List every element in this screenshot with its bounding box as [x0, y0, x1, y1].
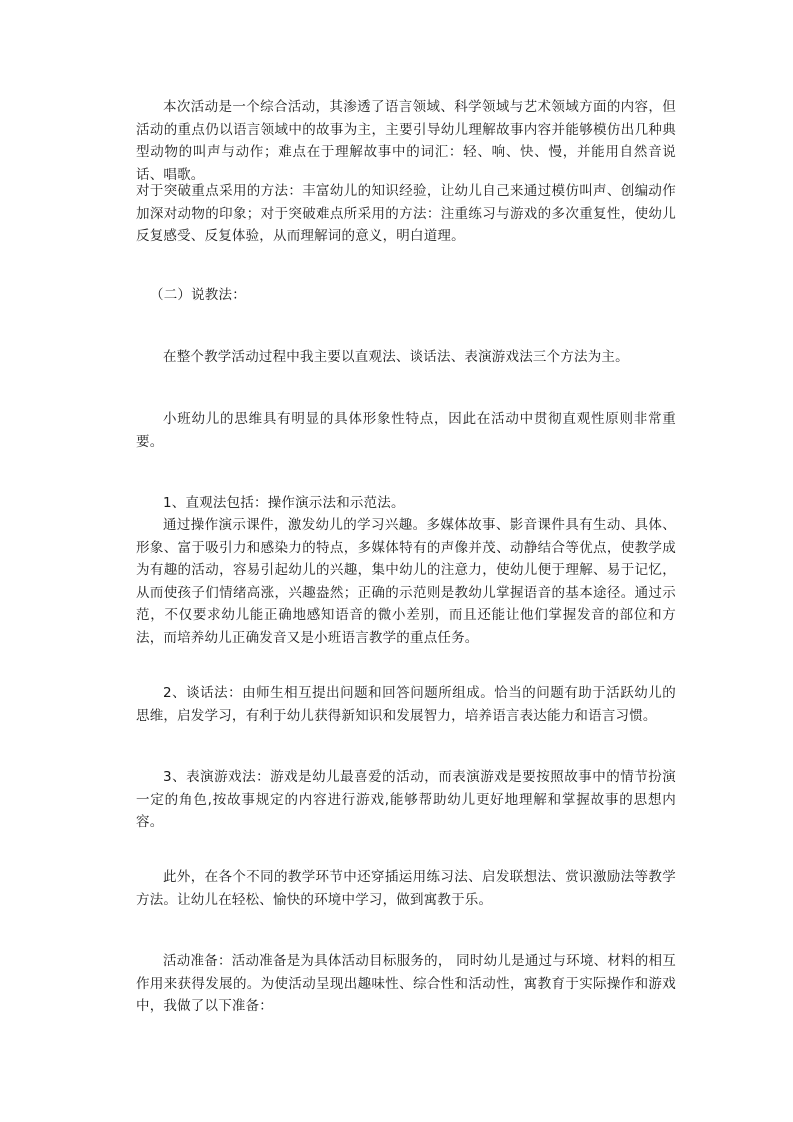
paragraph-thinking-characteristics: 小班幼儿的思维具有明显的具体形象性特点，因此在活动中贯彻直观性原则非常重要。 [136, 411, 676, 450]
paragraph-activity-preparation: 活动准备：活动准备是为具体活动目标服务的， 同时幼儿是通过与环境、材料的相互作用来获得发展的。为使活动呈现出趣味性、综合性和活动性，寓教育于实际操作和游戏中，我做了以下准备： [136, 953, 676, 1014]
paragraph-key-methods: 对于突破重点采用的方法：丰富幼儿的知识经验，让幼儿自己来通过模仿叫声、创编动作加深对动物的印象；对于突破难点所采用的方法：注重练习与游戏的多次重复性，使幼儿反复感受、反复体验，从而理解词的意义，明白道理。 [136, 183, 676, 244]
paragraph-methods-overview: 在整个教学活动过程中我主要以直观法、谈话法、表演游戏法三个方法为主。 [163, 349, 629, 365]
paragraph-activity-focus: 本次活动是一个综合活动，其渗透了语言领域、科学领域与艺术领域方面的内容，但活动的重点仍以语言领域中的故事为主，主要引导幼儿理解故事内容并能够模仿出几种典型动物的叫声与动作；难点在于理解故事中的词汇：轻、响、快、慢，并能用自然音说话、唱歌。 [136, 99, 676, 183]
method-1-title: 1、直观法包括：操作演示法和示范法。 [163, 495, 405, 511]
paragraph-additional-methods: 此外，在各个不同的教学环节中还穿插运用练习法、启发联想法、赏识激励法等教学方法。让幼儿在轻松、愉快的环境中学习，做到寓教于乐。 [136, 869, 676, 908]
method-3-performance-game: 3、表演游戏法：游戏是幼儿最喜爱的活动，而表演游戏是要按照故事中的情节扮演一定的角色,按故事规定的内容进行游戏,能够帮助幼儿更好地理解和掌握故事的思想内容。 [136, 769, 676, 830]
method-1-body: 通过操作演示课件，激发幼儿的学习兴趣。多媒体故事、影音课件具有生动、具体、形象、富于吸引力和感染力的特点，多媒体特有的声像并茂、动静结合等优点，使教学成为有趣的活动，容易引起幼儿的兴趣，集中幼儿的注意力，使幼儿便于理解、易于记忆，从而使孩子们情绪高涨，兴趣盎然；正确的示范则是教幼儿掌握语音的基本途径。通过示范，不仅要求幼儿能正确地感知语音的微小差别，而且还能让他们掌握发音的部位和方法，而培养幼儿正确发音又是小班语言教学的重点任务。 [136, 517, 676, 646]
section-heading-teaching-methods: （二）说教法： [150, 287, 246, 303]
method-2-conversation: 2、谈话法：由师生相互提出问题和回答问题所组成。恰当的问题有助于活跃幼儿的思维，启发学习，有利于幼儿获得新知识和发展智力，培养语言表达能力和语言习惯。 [136, 685, 676, 724]
